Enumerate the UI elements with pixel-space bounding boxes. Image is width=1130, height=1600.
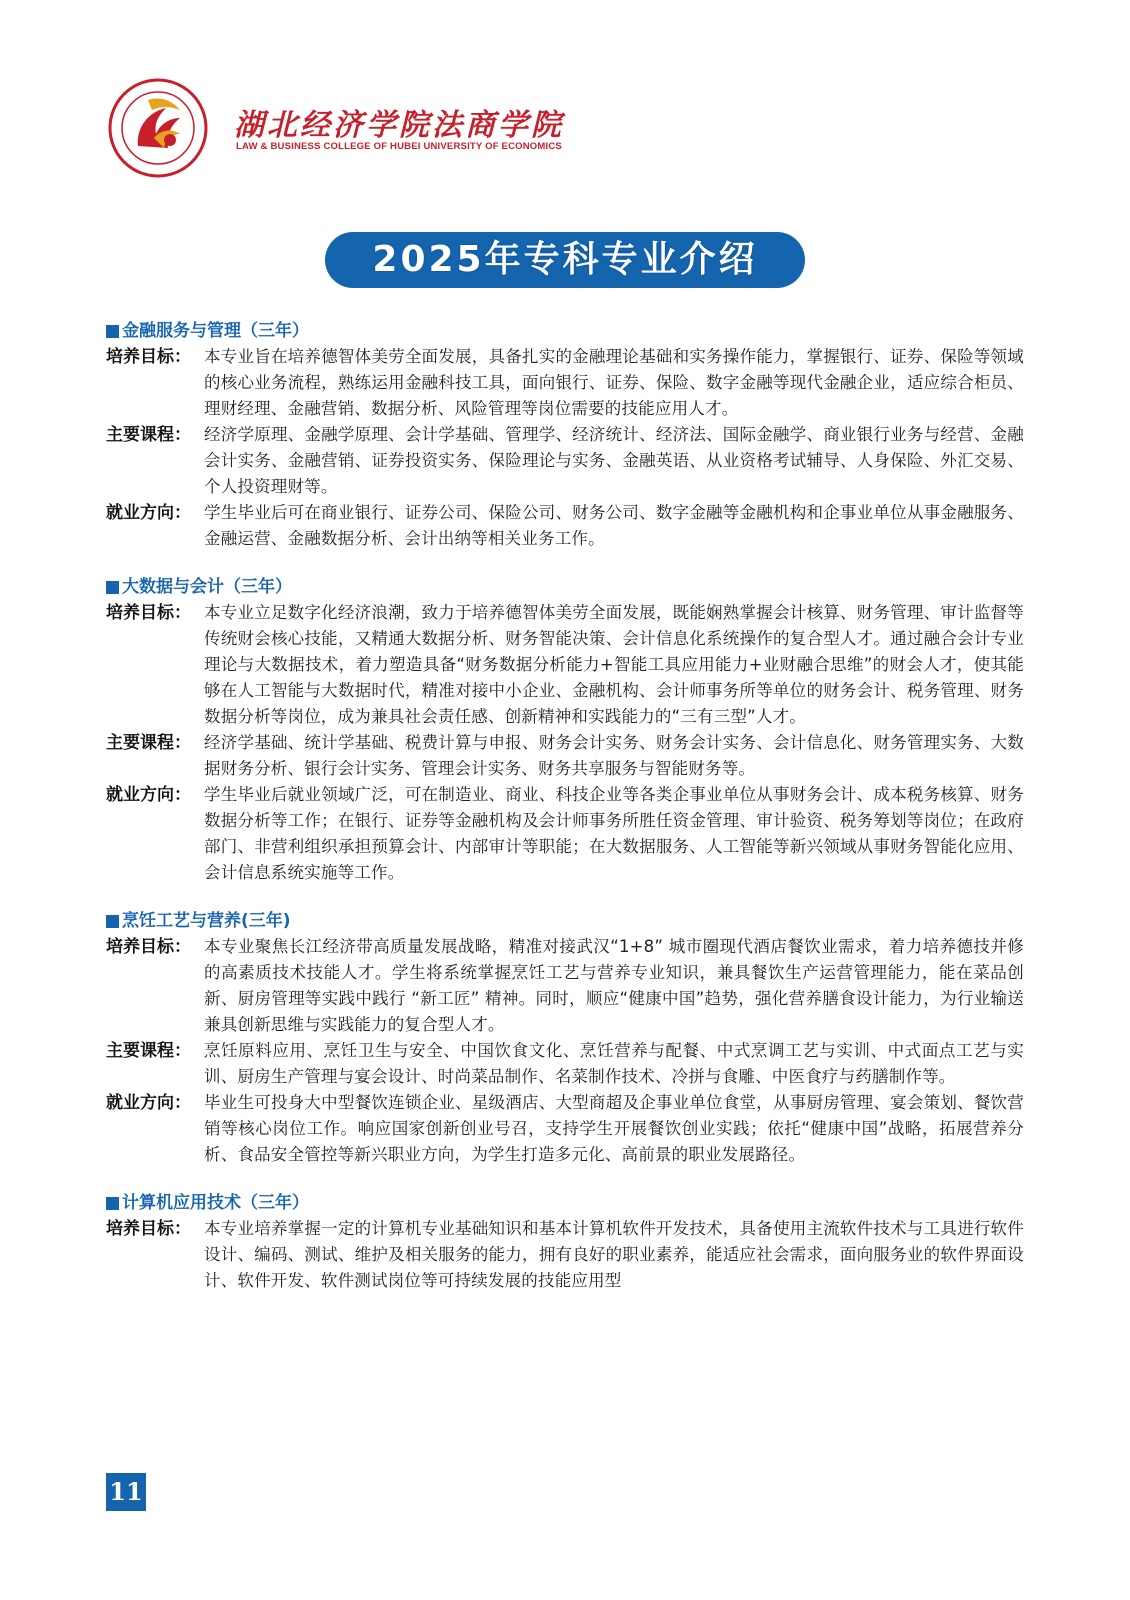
goal-row — [106, 1216, 1024, 1294]
courses-label: 主要课程： — [106, 425, 191, 445]
section-heading — [106, 908, 1024, 934]
section-heading-text: 金融服务与管理（三年） — [122, 321, 309, 341]
courses-row — [106, 1038, 1024, 1090]
goal-row — [106, 344, 1024, 422]
courses-label: 主要课程： — [106, 733, 191, 753]
career-row — [106, 1090, 1024, 1168]
school-name-english: LAW & BUSINESS COLLEGE OF HUBEI UNIVERSITY OF ECONOMICS — [236, 141, 562, 152]
goal-row — [106, 600, 1024, 730]
major-section-computer-application — [106, 1190, 1024, 1294]
career-text: 学生毕业后可在商业银行、证券公司、保险公司、财务公司、数字金融等金融机构和企事业单位从事金融服务、金融运营、金融数据分析、会计出纳等相关业务工作。 — [204, 503, 1024, 548]
career-label: 就业方向： — [106, 785, 191, 805]
section-heading — [106, 318, 1024, 344]
section-heading-text: 计算机应用技术（三年） — [122, 1193, 309, 1213]
goal-text: 本专业旨在培养德智体美劳全面发展，具备扎实的金融理论基础和实务操作能力，掌握银行、证券、保险等领域的核心业务流程，熟练运用金融科技工具，面向银行、证券、保险、数字金融等现代金融企业，适应综合柜员、理财经理、金融营销、数据分析、风险管理等岗位需要的技能应用人才。 — [204, 347, 1024, 418]
page-title: 2025年专科专业介绍 — [372, 239, 758, 280]
goal-text: 本专业立足数字化经济浪潮，致力于培养德智体美劳全面发展，既能娴熟掌握会计核算、财务管理、审计监督等传统财会核心技能，又精通大数据分析、财务智能决策、会计信息化系统操作的复合型人才。通过融合会计专业理论与大数据技术，着力塑造具备“财务数据分析能力+智能工具应用能力+业财融合思维”的财会人才，使其能够在人工智能与大数据时代，精准对接中小企业、金融机构、会计师事务所等单位的财务会计、税务管理、财务数据分析等岗位，成为兼具社会责任感、创新精神和实践能力的“三有三型”人才。 — [204, 603, 1024, 726]
career-row — [106, 500, 1024, 552]
career-label: 就业方向： — [106, 503, 191, 523]
courses-text: 烹饪原料应用、烹饪卫生与安全、中国饮食文化、烹饪营养与配餐、中式烹调工艺与实训、中式面点工艺与实训、厨房生产管理与宴会设计、时尚菜品制作、名菜制作技术、冷拼与食雕、中医食疗与药膳制作等。 — [204, 1041, 1024, 1086]
career-text: 学生毕业后就业领域广泛，可在制造业、商业、科技企业等各类企事业单位从事财务会计、成本税务核算、财务数据分析等工作；在银行、证券等金融机构及会计师事务所胜任资金管理、审计验资、税务筹划等岗位；在政府部门、非营利组织承担预算会计、内部审计等职能；在大数据服务、人工智能等新兴领域从事财务智能化应用、会计信息系统实施等工作。 — [204, 785, 1024, 882]
goal-label: 培养目标： — [106, 937, 191, 957]
goal-text: 本专业培养掌握一定的计算机专业基础知识和基本计算机软件开发技术，具备使用主流软件技术与工具进行软件设计、编码、测试、维护及相关服务的能力，拥有良好的职业素养，能适应社会需求，面向服务业的软件界面设计、软件开发、软件测试岗位等可持续发展的技能应用型 — [204, 1219, 1024, 1290]
school-name: 湖北经济学院法商学院 — [234, 108, 564, 143]
major-section-finance — [106, 318, 1024, 552]
square-bullet-icon — [106, 1197, 119, 1210]
school-seal-logo — [108, 78, 208, 178]
career-row — [106, 782, 1024, 886]
section-heading — [106, 1190, 1024, 1216]
major-section-culinary — [106, 908, 1024, 1168]
courses-row — [106, 730, 1024, 782]
goal-row — [106, 934, 1024, 1038]
career-text: 毕业生可投身大中型餐饮连锁企业、星级酒店、大型商超及企事业单位食堂，从事厨房管理、宴会策划、餐饮营销等核心岗位工作。响应国家创新创业号召，支持学生开展餐饮创业实践；依托“健康中国”战略，拓展营养分析、食品安全管控等新兴职业方向，为学生打造多元化、高前景的职业发展路径。 — [204, 1093, 1024, 1164]
career-label: 就业方向： — [106, 1093, 191, 1113]
courses-text: 经济学基础、统计学基础、税费计算与申报、财务会计实务、财务会计实务、会计信息化、财务管理实务、大数据财务分析、银行会计实务、管理会计实务、财务共享服务与智能财务等。 — [204, 733, 1024, 778]
goal-label: 培养目标： — [106, 603, 191, 623]
page-number: 11 — [106, 1473, 146, 1511]
courses-label: 主要课程： — [106, 1041, 191, 1061]
courses-text: 经济学原理、金融学原理、会计学基础、管理学、经济统计、经济法、国际金融学、商业银行业务与经营、金融会计实务、金融营销、证券投资实务、保险理论与实务、金融英语、从业资格考试辅导、人身保险、外汇交易、个人投资理财等。 — [204, 425, 1024, 496]
square-bullet-icon — [106, 325, 119, 338]
section-heading-text: 大数据与会计（三年） — [122, 577, 292, 597]
page-title-banner — [325, 232, 805, 288]
goal-text: 本专业聚焦长江经济带高质量发展战略，精准对接武汉“1+8” 城市圈现代酒店餐饮业需求，着力培养德技并修的高素质技术技能人才。学生将系统掌握烹饪工艺与营养专业知识，兼具餐饮生产运营管理能力，能在菜品创新、厨房管理等实践中践行 “新工匠” 精神。同时，顺应“健康中国”趋势，强化营养膳食设计能力，为行业输送兼具创新思维与实践能力的复合型人才。 — [204, 937, 1024, 1034]
goal-label: 培养目标： — [106, 1219, 191, 1239]
courses-row — [106, 422, 1024, 500]
section-heading — [106, 574, 1024, 600]
goal-label: 培养目标： — [106, 347, 191, 367]
header — [108, 78, 568, 178]
major-list — [106, 318, 1024, 1316]
major-section-big-data-accounting — [106, 574, 1024, 886]
section-heading-text: 烹饪工艺与营养(三年) — [122, 911, 291, 931]
square-bullet-icon — [106, 581, 119, 594]
square-bullet-icon — [106, 915, 119, 928]
